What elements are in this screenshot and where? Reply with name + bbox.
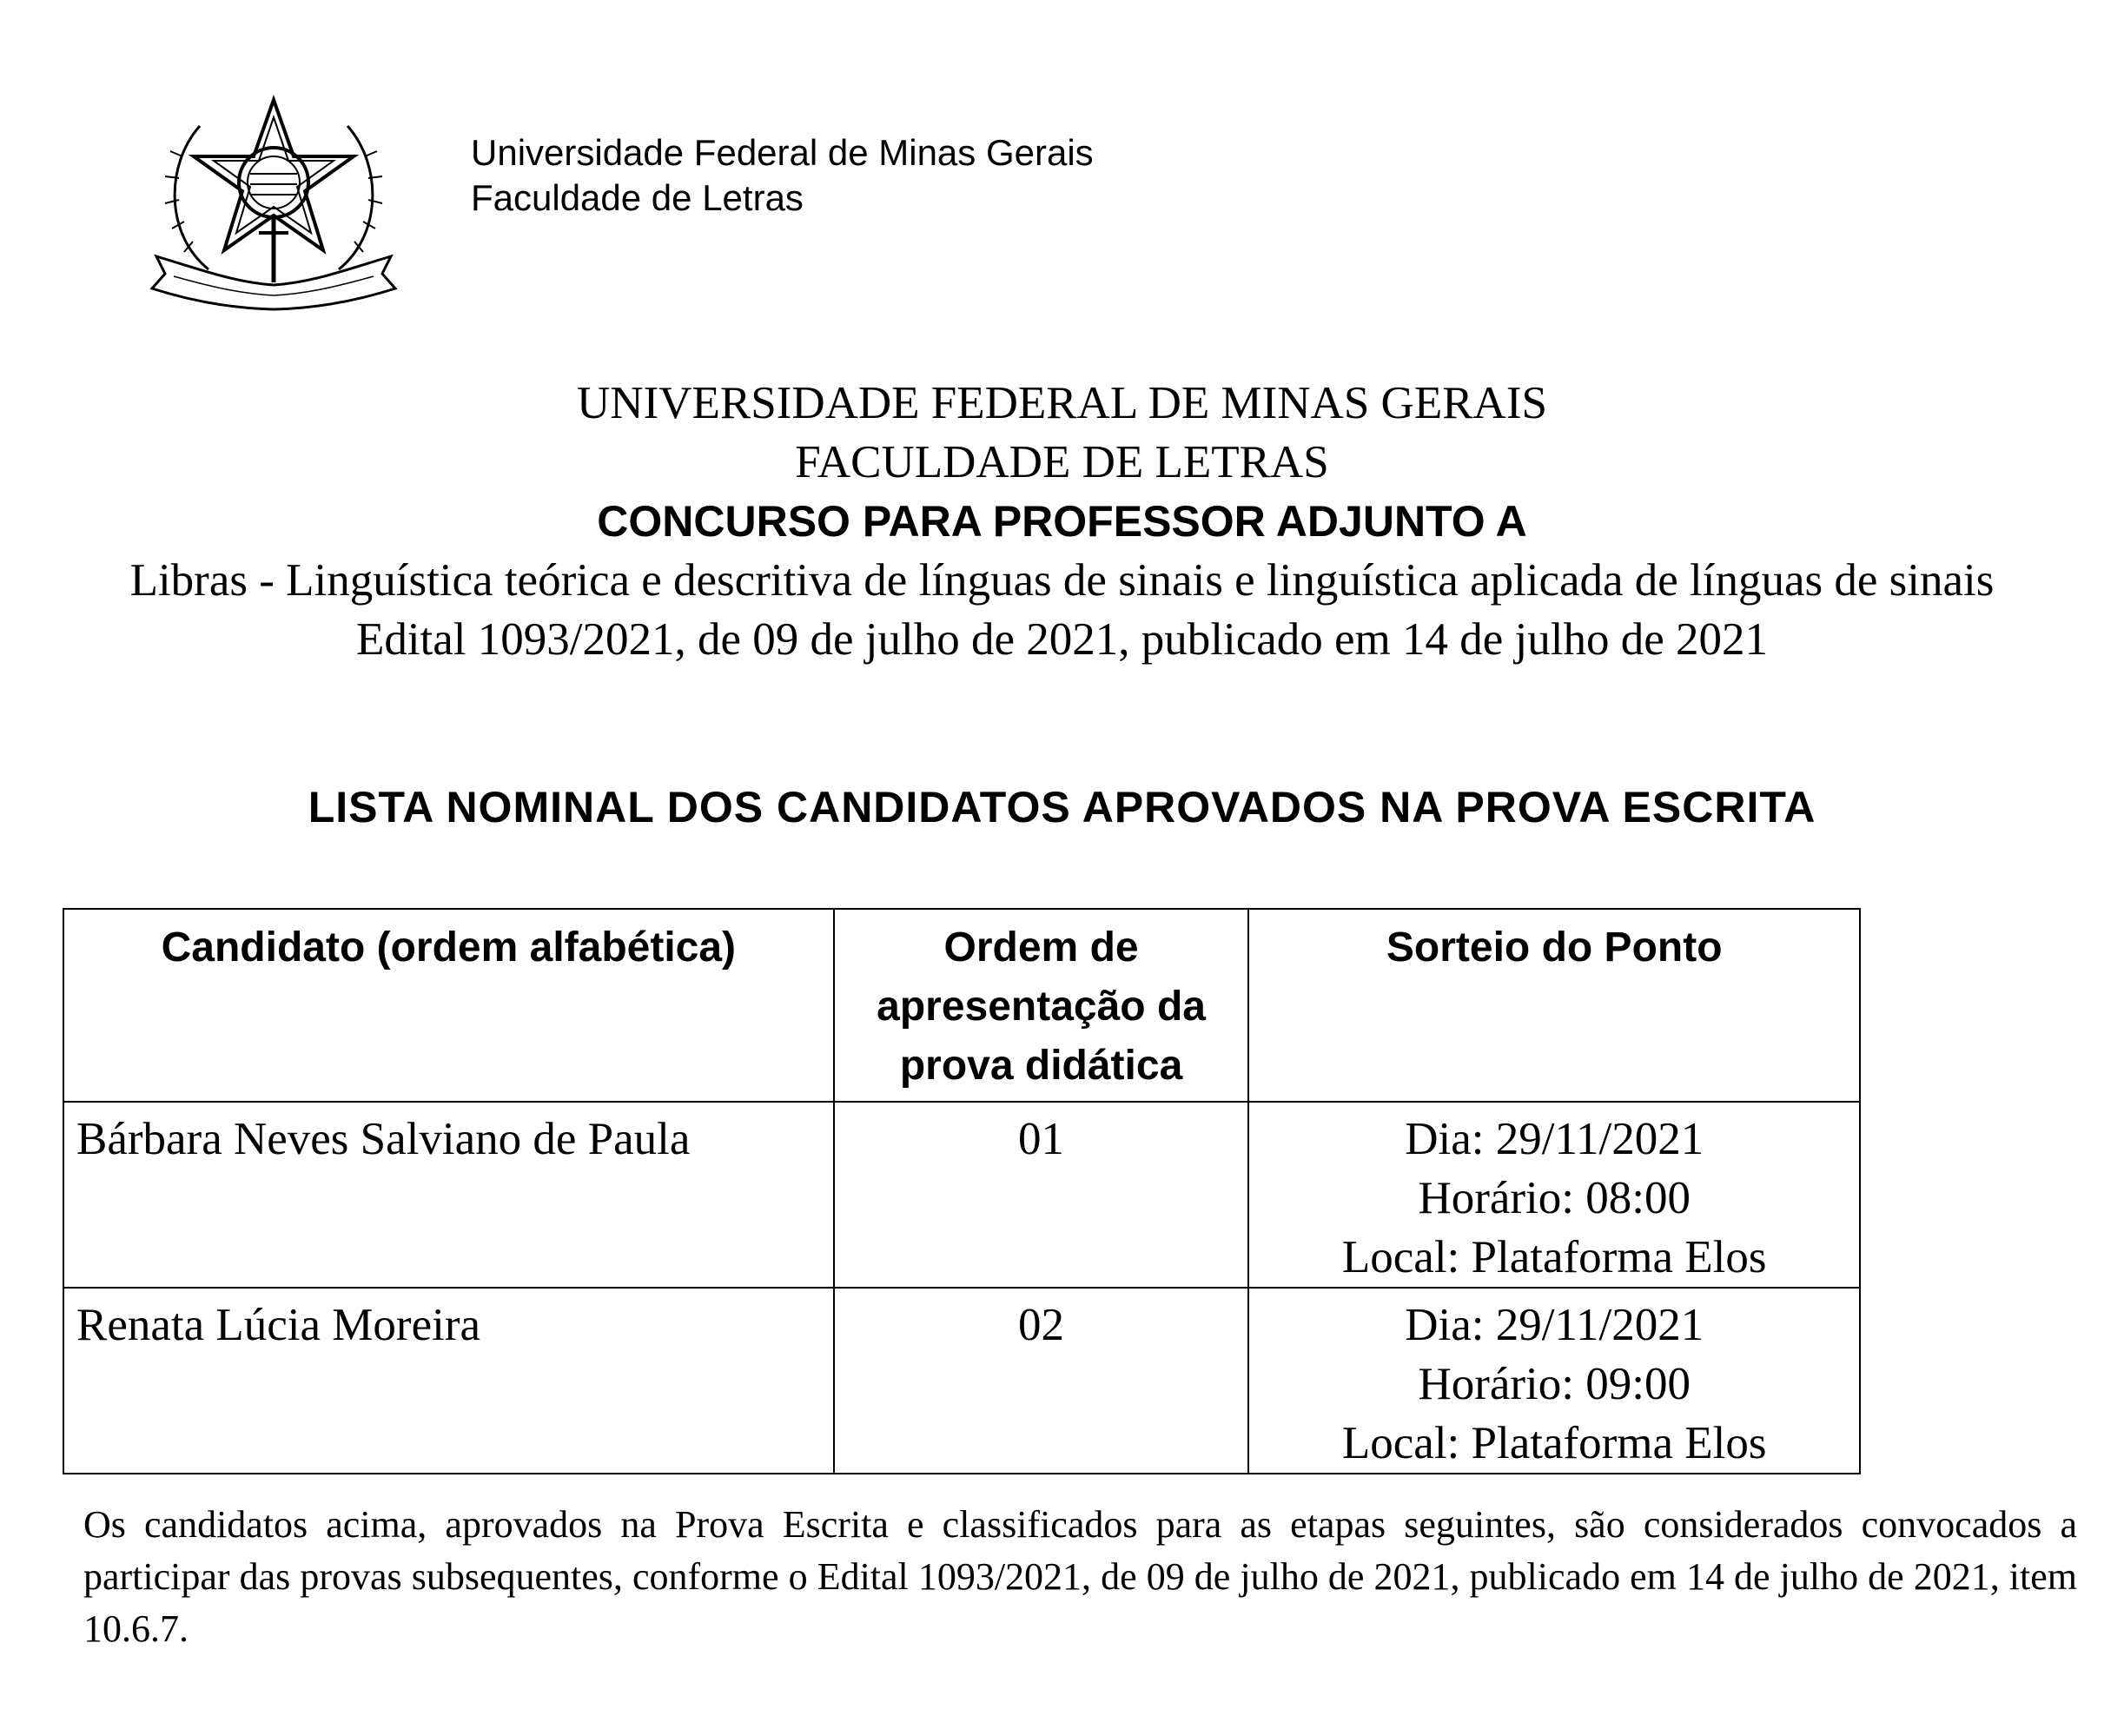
candidate-order: 02	[834, 1288, 1249, 1474]
candidate-name: Renata Lúcia Moreira	[63, 1288, 834, 1474]
draw-location: Local: Plataforma Elos	[1341, 1418, 1767, 1468]
draw-details	[1248, 1288, 1860, 1474]
list-title: LISTA NOMINAL DOS CANDIDATOS APROVADOS NA PROVA ESCRITA	[308, 783, 1816, 832]
draw-time: Horário: 09:00	[1418, 1359, 1691, 1409]
closing-note: Os candidatos acima, aprovados na Prova Escrita e classificados para as etapas seguintes, são considerados convocados a participar das provas subsequentes, conforme o Edital 1093/2021, de 09 de julho de 2021, publicado em 14 de julho de 2021, item 10.6.7.	[83, 1503, 2077, 1650]
draw-location: Local: Plataforma Elos	[1341, 1232, 1767, 1282]
brazil-coat-of-arms-icon	[148, 87, 400, 313]
letterhead-university: Universidade Federal de Minas Gerais	[471, 132, 1094, 173]
draw-date: Dia: 29/11/2021	[1405, 1114, 1704, 1164]
document-heading	[0, 374, 2124, 669]
heading-subject: Libras - Linguística teórica e descritiva de línguas de sinais e linguística aplicada de línguas de sinais	[129, 555, 1995, 606]
candidate-name: Bárbara Neves Salviano de Paula	[63, 1102, 834, 1288]
letterhead	[148, 87, 1972, 313]
table-row	[63, 1102, 1860, 1288]
heading-university: UNIVERSIDADE FEDERAL DE MINAS GERAIS	[577, 378, 1547, 428]
header-order: Ordem de apresentação da prova didática	[834, 909, 1249, 1102]
letterhead-faculty: Faculdade de Letras	[471, 177, 804, 218]
header-draw: Sorteio do Ponto	[1248, 909, 1860, 1102]
header-candidate: Candidato (ordem alfabética)	[63, 909, 834, 1102]
table-row	[63, 1288, 1860, 1474]
table-header-row	[63, 909, 1860, 1102]
draw-time: Horário: 08:00	[1418, 1173, 1691, 1223]
letterhead-text	[471, 130, 1094, 221]
heading-contest: CONCURSO PARA PROFESSOR ADJUNTO A	[597, 497, 1527, 546]
candidate-order: 01	[834, 1102, 1249, 1288]
heading-faculty: FACULDADE DE LETRAS	[795, 437, 1329, 487]
results-table	[63, 908, 1861, 1474]
draw-date: Dia: 29/11/2021	[1405, 1300, 1704, 1350]
draw-details	[1248, 1102, 1860, 1288]
heading-edital: Edital 1093/2021, de 09 de julho de 2021, publicado em 14 de julho de 2021	[355, 614, 1769, 665]
